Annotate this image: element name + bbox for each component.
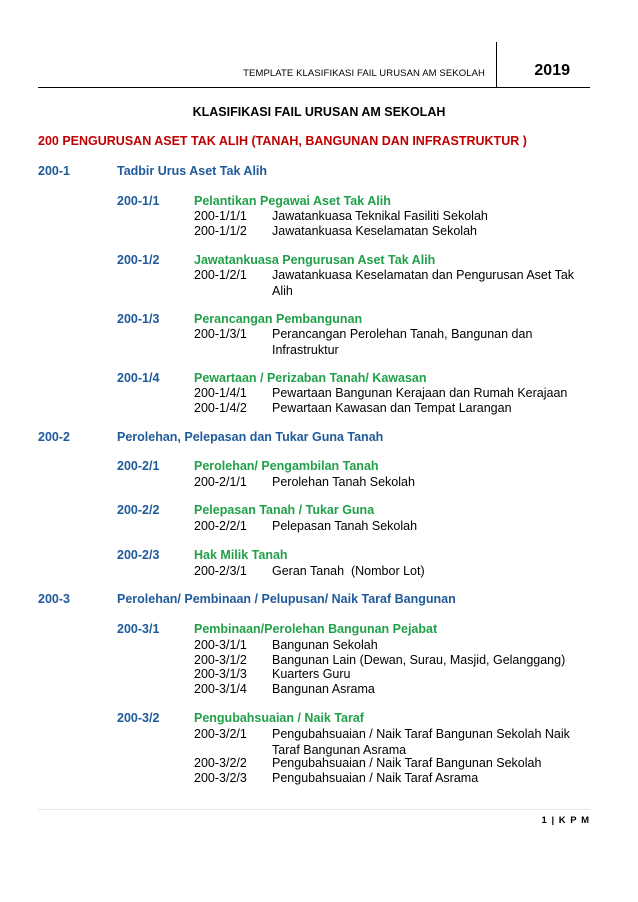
item-code: 200-2/3/1 xyxy=(194,564,247,578)
group-title: Perolehan, Pelepasan dan Tukar Guna Tanah xyxy=(117,430,384,444)
item-code: 200-3/1/2 xyxy=(194,653,247,667)
item-title: Jawatankuasa Keselamatan dan Pengurusan Aset Tak Alih xyxy=(272,268,575,298)
item-code: 200-3/1/3 xyxy=(194,667,247,681)
item-code: 200-1/1/2 xyxy=(194,224,247,238)
item-code: 200-2/1/1 xyxy=(194,475,247,489)
item-title: Pewartaan Kawasan dan Tempat Larangan xyxy=(272,401,512,415)
section-title: 200 PENGURUSAN ASET TAK ALIH (TANAH, BANGUNAN DAN INFRASTRUKTUR ) xyxy=(38,134,527,148)
document-title: KLASIFIKASI FAIL URUSAN AM SEKOLAH xyxy=(192,105,446,119)
subgroup-title: Pewartaan / Perizaban Tanah/ Kawasan xyxy=(194,371,427,385)
item-title: Pelepasan Tanah Sekolah xyxy=(272,519,418,533)
item-code: 200-3/2/1 xyxy=(194,727,247,741)
page-header xyxy=(38,42,590,88)
header-divider xyxy=(496,42,497,88)
item-title: Geran Tanah (Nombor Lot) xyxy=(272,564,425,578)
subgroup-code: 200-1/3 xyxy=(117,312,160,326)
item-code: 200-1/3/1 xyxy=(194,327,247,341)
group-code: 200-2 xyxy=(38,430,70,444)
item-title: Perancangan Perolehan Tanah, Bangunan dan Infrastruktur xyxy=(272,327,533,357)
subgroup-code: 200-2/1 xyxy=(117,459,160,473)
item-title: Bangunan Asrama xyxy=(272,682,375,696)
item-code: 200-3/2/2 xyxy=(194,756,247,770)
subgroup-title: Perolehan/ Pengambilan Tanah xyxy=(194,459,379,473)
group-code: 200-1 xyxy=(38,164,70,178)
page-number: 1 | K P M xyxy=(541,815,590,826)
group-code: 200-3 xyxy=(38,592,70,606)
footer-rule xyxy=(38,809,590,810)
subgroup-title: Pelantikan Pegawai Aset Tak Alih xyxy=(194,194,391,208)
item-title: Bangunan Sekolah xyxy=(272,638,378,652)
item-code: 200-3/1/1 xyxy=(194,638,247,652)
item-code: 200-1/4/1 xyxy=(194,386,247,400)
item-title: Jawatankuasa Teknikal Fasiliti Sekolah xyxy=(272,209,488,223)
item-title: Bangunan Lain (Dewan, Surau, Masjid, Gelanggang) xyxy=(272,653,566,667)
subgroup-title: Pembinaan/Perolehan Bangunan Pejabat xyxy=(194,622,438,636)
item-title: Jawatankuasa Keselamatan Sekolah xyxy=(272,224,477,238)
subgroup-code: 200-3/1 xyxy=(117,622,160,636)
header-rule xyxy=(38,87,590,88)
item-title: Perolehan Tanah Sekolah xyxy=(272,475,415,489)
item-title: Pengubahsuaian / Naik Taraf Asrama xyxy=(272,771,479,785)
header-text: TEMPLATE KLASIFIKASI FAIL URUSAN AM SEKOLAH xyxy=(243,68,485,79)
group-title: Perolehan/ Pembinaan / Pelupusan/ Naik Taraf Bangunan xyxy=(117,592,456,606)
subgroup-title: Hak Milik Tanah xyxy=(194,548,288,562)
item-title: Pengubahsuaian / Naik Taraf Bangunan Sekolah Naik Taraf Bangunan Asrama xyxy=(272,727,570,757)
item-code: 200-2/2/1 xyxy=(194,519,247,533)
item-title: Kuarters Guru xyxy=(272,667,351,681)
subgroup-title: Pengubahsuaian / Naik Taraf xyxy=(194,711,364,725)
item-code: 200-1/2/1 xyxy=(194,268,247,282)
item-code: 200-3/1/4 xyxy=(194,682,247,696)
subgroup-code: 200-2/2 xyxy=(117,503,160,517)
subgroup-title: Perancangan Pembangunan xyxy=(194,312,363,326)
subgroup-title: Jawatankuasa Pengurusan Aset Tak Alih xyxy=(194,253,436,267)
item-code: 200-1/1/1 xyxy=(194,209,247,223)
header-year: 2019 xyxy=(534,62,570,79)
subgroup-title: Pelepasan Tanah / Tukar Guna xyxy=(194,503,375,517)
subgroup-code: 200-1/2 xyxy=(117,253,160,267)
item-title: Pewartaan Bangunan Kerajaan dan Rumah Kerajaan xyxy=(272,386,568,400)
item-code: 200-1/4/2 xyxy=(194,401,247,415)
group-title: Tadbir Urus Aset Tak Alih xyxy=(117,164,268,178)
item-title: Pengubahsuaian / Naik Taraf Bangunan Sekolah xyxy=(272,756,542,770)
subgroup-code: 200-1/1 xyxy=(117,194,160,208)
subgroup-code: 200-1/4 xyxy=(117,371,160,385)
subgroup-code: 200-3/2 xyxy=(117,711,160,725)
item-code: 200-3/2/3 xyxy=(194,771,247,785)
subgroup-code: 200-2/3 xyxy=(117,548,160,562)
